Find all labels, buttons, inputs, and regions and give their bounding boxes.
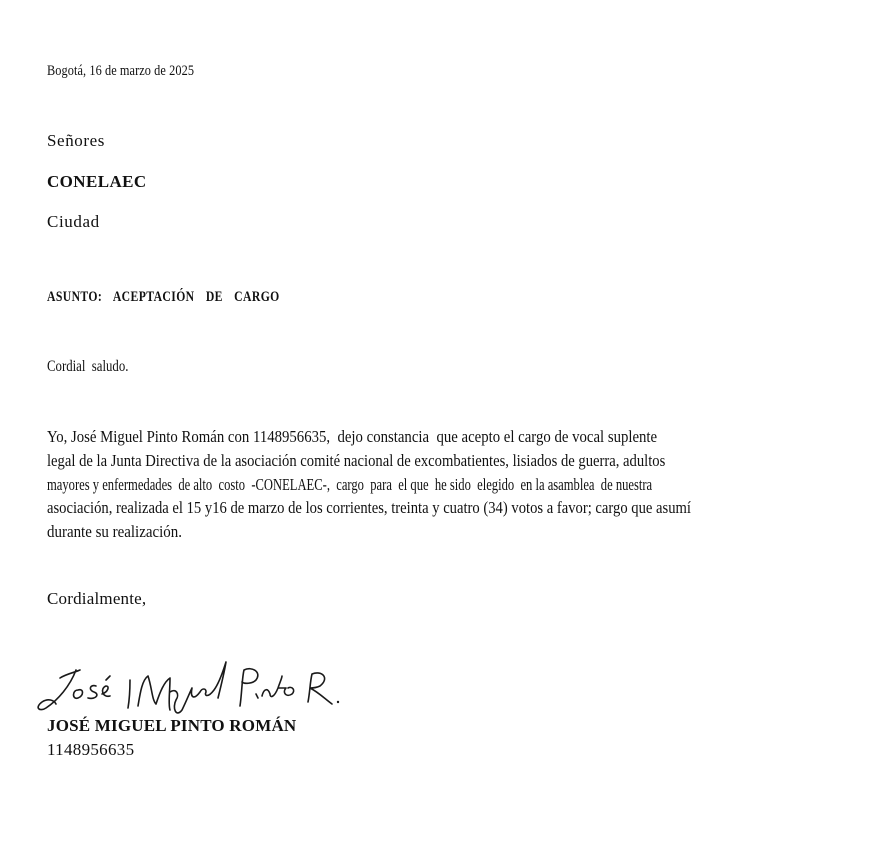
- recipient-organization: CONELAEC: [47, 172, 147, 191]
- body-line: mayores y enfermedades de alto costo -CONELAEC-, cargo para el que he sido elegido en la asamblea de nuestra: [47, 475, 653, 494]
- body-line: durante su realización.: [47, 522, 182, 541]
- body-line: Yo, José Miguel Pinto Román con 1148956635, dejo constancia que acepto el cargo de vocal suplente: [47, 427, 658, 446]
- greeting: Cordial saludo.: [47, 358, 129, 375]
- letter-date: Bogotá, 16 de marzo de 2025: [47, 63, 195, 79]
- recipient-city: Ciudad: [47, 212, 100, 231]
- subject-line: ASUNTO: ACEPTACIÓN DE CARGO: [47, 289, 280, 305]
- body-line: asociación, realizada el 15 y16 de marzo de los corrientes, treinta y cuatro (34) votos a favor; cargo que asumí: [47, 498, 691, 517]
- closing: Cordialmente,: [47, 589, 147, 608]
- signer-name: JOSÉ MIGUEL PINTO ROMÁN: [47, 716, 297, 735]
- signer-id: 1148956635: [47, 740, 135, 759]
- body-line: legal de la Junta Directiva de la asociación comité nacional de excombatientes, lisiados de guerra, adultos: [47, 451, 666, 470]
- recipient-salutation: Señores: [47, 131, 106, 150]
